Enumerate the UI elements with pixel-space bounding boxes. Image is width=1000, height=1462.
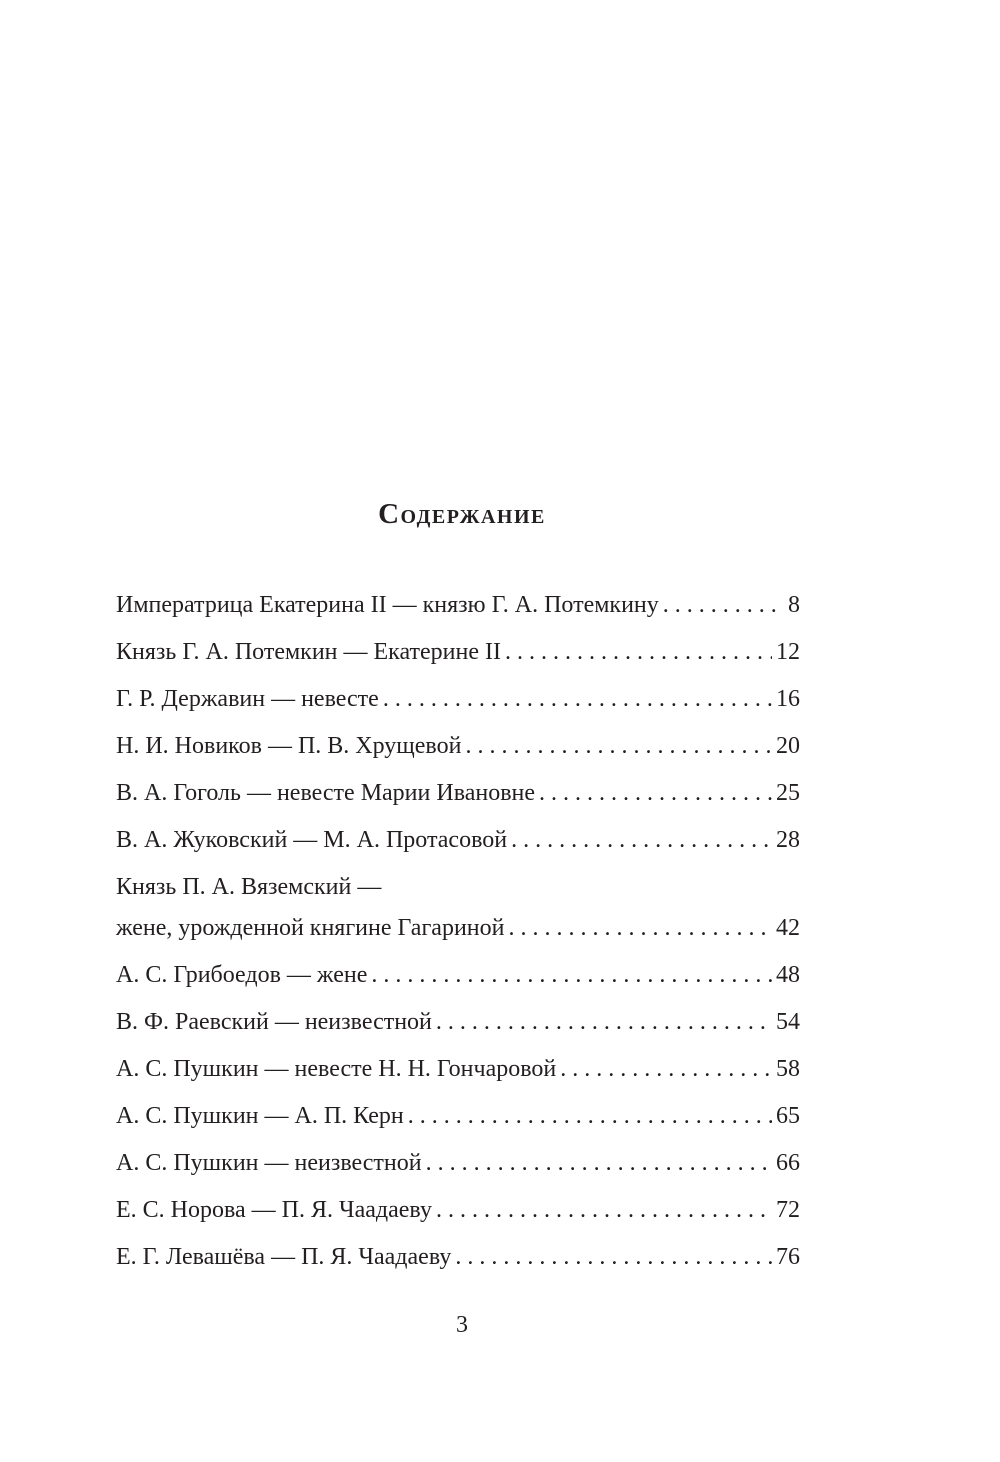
toc-line	[116, 1146, 800, 1180]
dot-leader	[455, 1240, 772, 1274]
toc-line	[116, 1099, 800, 1133]
toc-entry-label: Е. С. Норова — П. Я. Чаадаеву	[116, 1197, 432, 1223]
toc-page-number: 42	[776, 915, 800, 941]
toc-page-number: 16	[776, 686, 800, 712]
toc-page-number: 8	[788, 592, 800, 618]
dot-leader	[505, 635, 772, 669]
dot-leader	[436, 1193, 772, 1227]
toc-entry-label: В. А. Гоголь — невесте Марии Ивановне	[116, 780, 536, 806]
toc-entry-label: Н. И. Новиков — П. В. Хрущевой	[116, 733, 462, 759]
toc-page-number: 20	[776, 733, 800, 759]
toc-line	[116, 1052, 800, 1086]
table-of-contents	[116, 588, 800, 1287]
dot-leader	[511, 823, 772, 857]
toc-line	[116, 1005, 800, 1039]
toc-entry[interactable]	[116, 1240, 800, 1274]
toc-entry-label: Императрица Екатерина II — князю Г. А. Потемкину	[116, 592, 659, 618]
toc-entry-label: А. С. Грибоедов — жене	[116, 962, 368, 988]
toc-entry-label: Князь Г. А. Потемкин — Екатерине II	[116, 639, 501, 665]
toc-entry[interactable]	[116, 1052, 800, 1086]
toc-entry[interactable]	[116, 1005, 800, 1039]
dot-leader	[426, 1146, 772, 1180]
toc-entry-first-line: Князь П. А. Вяземский —	[116, 874, 382, 900]
toc-entry-label: жене, урожденной княгине Гагариной	[116, 915, 505, 941]
toc-entry[interactable]	[116, 729, 800, 763]
dot-leader	[560, 1052, 772, 1086]
toc-entry-label: А. С. Пушкин — А. П. Керн	[116, 1103, 404, 1129]
dot-leader	[383, 682, 772, 716]
dot-leader	[508, 911, 772, 945]
toc-entry[interactable]	[116, 682, 800, 716]
toc-entry[interactable]	[116, 1193, 800, 1227]
toc-entry[interactable]	[116, 823, 800, 857]
toc-entry[interactable]	[116, 635, 800, 669]
toc-line	[116, 588, 800, 622]
toc-page-number: 58	[776, 1056, 800, 1082]
toc-line	[116, 1193, 800, 1227]
toc-entry-label: В. А. Жуковский — М. А. Протасовой	[116, 827, 508, 853]
toc-page-number: 54	[776, 1009, 800, 1035]
toc-line	[116, 635, 800, 669]
toc-entry[interactable]	[116, 588, 800, 622]
toc-entry-label: Г. Р. Державин — невесте	[116, 686, 379, 712]
page-title: Содержание	[378, 498, 546, 530]
page-number: 3	[456, 1312, 468, 1338]
toc-entry-label: Е. Г. Левашёва — П. Я. Чаадаеву	[116, 1244, 452, 1270]
toc-entry-label: А. С. Пушкин — невесте Н. Н. Гончаровой	[116, 1056, 557, 1082]
toc-line	[116, 958, 800, 992]
dot-leader	[465, 729, 772, 763]
dot-leader	[408, 1099, 772, 1133]
toc-line	[116, 1240, 800, 1274]
toc-line	[116, 682, 800, 716]
toc-entry[interactable]	[116, 870, 800, 945]
toc-page-number: 28	[776, 827, 800, 853]
toc-page-number: 65	[776, 1103, 800, 1129]
toc-page-number: 66	[776, 1150, 800, 1176]
toc-entry[interactable]	[116, 776, 800, 810]
toc-entry-label: А. С. Пушкин — неизвестной	[116, 1150, 422, 1176]
toc-line	[116, 776, 800, 810]
toc-page-number: 12	[776, 639, 800, 665]
toc-line	[116, 911, 800, 945]
dot-leader	[539, 776, 772, 810]
toc-entry[interactable]	[116, 1099, 800, 1133]
dot-leader	[663, 588, 784, 622]
toc-page-number: 72	[776, 1197, 800, 1223]
toc-line	[116, 729, 800, 763]
toc-entry[interactable]	[116, 958, 800, 992]
toc-page-number: 48	[776, 962, 800, 988]
toc-page-number: 25	[776, 780, 800, 806]
toc-entry-label: В. Ф. Раевский — неизвестной	[116, 1009, 432, 1035]
dot-leader	[436, 1005, 772, 1039]
toc-entry[interactable]	[116, 1146, 800, 1180]
toc-page-number: 76	[776, 1244, 800, 1270]
dot-leader	[371, 958, 772, 992]
toc-line	[116, 823, 800, 857]
